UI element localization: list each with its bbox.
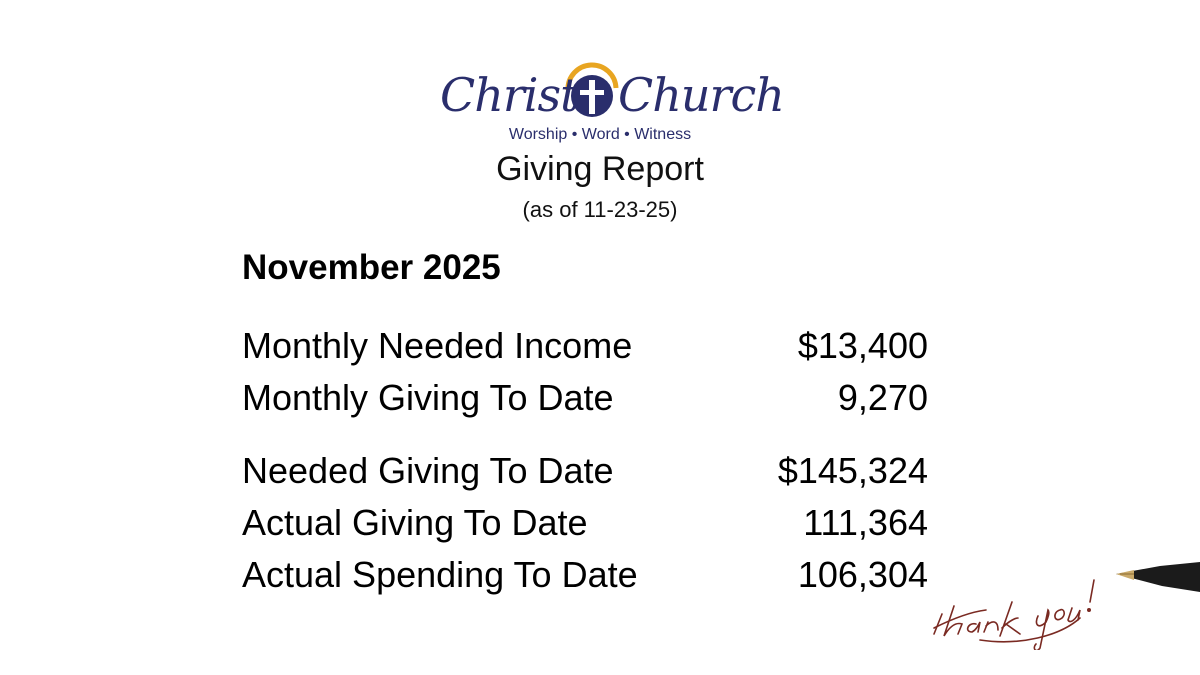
report-period: November 2025 [242,248,501,287]
church-logo [430,62,784,152]
logo-word-church: Church [618,68,784,122]
thank-you-handwriting [920,540,1200,650]
giving-row [242,322,928,370]
giving-row [242,447,928,495]
logo-word-christ: Christ [440,68,578,122]
fountain-pen-icon [1116,562,1200,592]
report-date: (as of 11-23-25) [522,197,678,222]
row-value: 106,304 [797,554,928,595]
logo-tagline: Worship • Word • Witness [508,126,692,143]
row-label: Monthly Giving To Date [242,377,614,418]
row-label: Needed Giving To Date [242,450,614,491]
giving-row [242,374,928,422]
row-value: 111,364 [803,502,928,543]
row-value: 9,270 [837,377,928,418]
report-title: Giving Report [496,150,704,188]
giving-row [242,499,928,547]
row-value: $145,324 [777,450,928,491]
row-label: Monthly Needed Income [242,325,633,366]
row-label: Actual Spending To Date [242,554,638,595]
row-value: $13,400 [797,325,928,366]
row-label: Actual Giving To Date [242,502,588,543]
giving-row [242,551,928,599]
